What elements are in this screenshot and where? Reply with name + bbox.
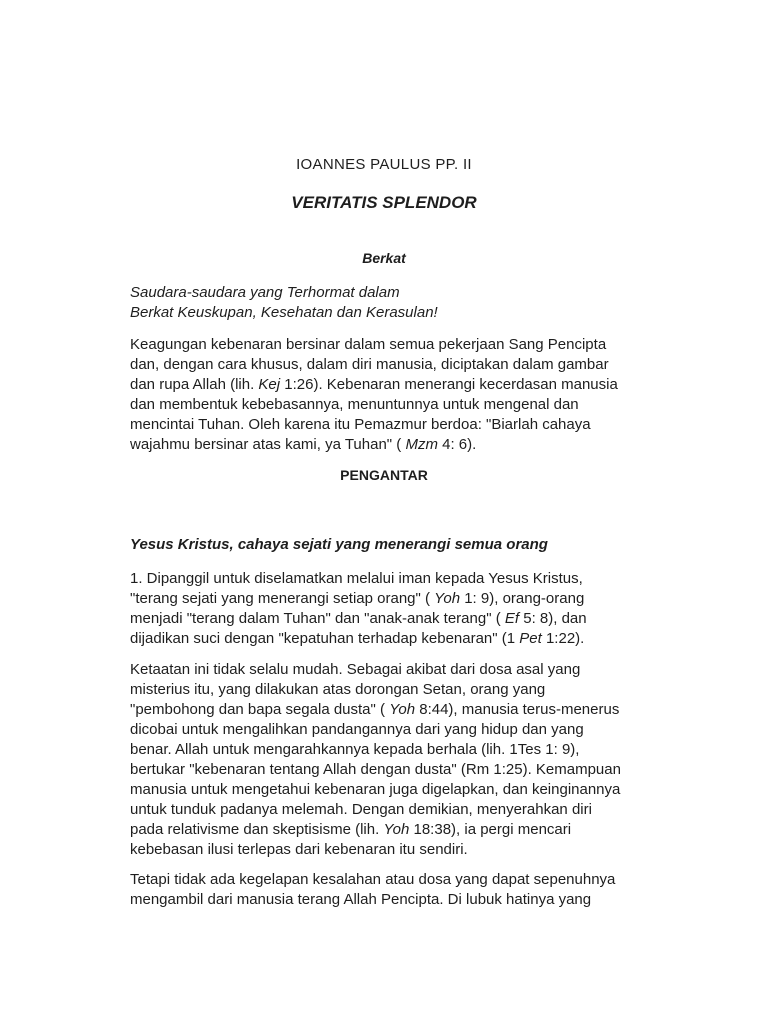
text-line: untuk tunduk padanya melemah. Dengan demikian, menyerahkan diri [130,801,592,818]
text-line: mengambil dari manusia terang Allah Pencipta. Di lubuk hatinya yang [130,891,592,908]
text-line: wajahmu bersinar atas kami, ya Tuhan" ( Mzm 4: 6). [130,436,477,453]
text-line: dicobai untuk mengalihkan pandangannya dari yang hidup dan yang [130,721,584,738]
italic-reference: Kej [258,376,281,393]
text-line: dan, dengan cara khusus, dalam diri manusia, diciptakan dalam gambar [130,356,609,373]
section-heading: PENGANTAR [340,467,428,483]
text-line: dan rupa Allah (lih. Kej 1:26). Kebenaran menerangi kecerdasan manusia [130,376,618,393]
text-line: bertukar "kebenaran tentang Allah dengan dusta" (Rm 1:25). Kemampuan [130,761,621,778]
text-line: "terang sejati yang menerangi setiap orang" ( Yoh 1: 9), orang-orang [130,590,585,607]
text-line: manusia untuk mengetahui kebenaran juga digelapkan, dan keinginannya [130,781,621,798]
text-line: misterius itu, yang dilakukan atas dorongan Setan, orang yang [130,681,546,698]
text-line: benar. Allah untuk mengarahkannya kepada berhala (lih. 1Tes 1: 9), [130,741,580,758]
document-title: VERITATIS SPLENDOR [291,193,477,212]
text-line: Berkat Keuskupan, Kesehatan dan Kerasulan! [130,304,438,321]
italic-reference: Yoh [389,701,416,718]
text-line: "pembohong dan bapa segala dusta" ( Yoh 8:44), manusia terus-menerus [130,701,620,718]
text-line: Tetapi tidak ada kegelapan kesalahan atau dosa yang dapat sepenuhnya [130,871,616,888]
text-line: dijadikan suci dengan "kepatuhan terhadap kebenaran" (1 Pet 1:22). [130,630,585,647]
text-line: Ketaatan ini tidak selalu mudah. Sebagai akibat dari dosa asal yang [130,661,581,678]
text-line: menjadi "terang dalam Tuhan" dan "anak-anak terang" ( Ef 5: 8), dan [130,610,587,627]
text-line: kebebasan ilusi terlepas dari kebenaran itu sendiri. [130,841,468,858]
italic-reference: Mzm [405,436,438,453]
paragraph-1 [130,569,640,649]
text-line: mencintai Tuhan. Oleh karena itu Pemazmur berdoa: "Biarlah cahaya [130,416,591,433]
italic-reference: Yoh [383,821,410,838]
paragraph-2 [130,660,640,860]
text-line: dan membentuk kebebasannya, menuntunnya untuk mengenal dan [130,396,579,413]
text-line: Saudara-saudara yang Terhormat dalam [130,284,400,301]
text-line: Keagungan kebenaran bersinar dalam semua pekerjaan Sang Pencipta [130,336,607,353]
italic-reference: Ef [504,610,520,627]
paragraph-3 [130,870,640,910]
intro-paragraph [130,335,640,455]
italic-reference: Pet [519,630,542,647]
author-line: IOANNES PAULUS PP. II [296,156,472,173]
blessing-heading: Berkat [362,250,406,266]
italic-reference: Yoh [434,590,461,607]
subheading: Yesus Kristus, cahaya sejati yang menerangi semua orang [130,536,548,553]
text-line: pada relativisme dan skeptisisme (lih. Yoh 18:38), ia pergi mencari [130,821,572,838]
greeting [130,283,640,323]
text-line: 1. Dipanggil untuk diselamatkan melalui iman kepada Yesus Kristus, [130,570,583,587]
